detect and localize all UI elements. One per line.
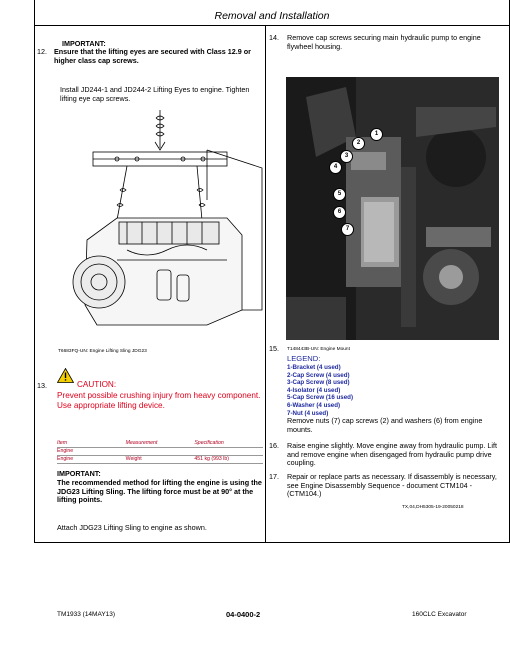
step-15-number: 15. [269, 344, 279, 353]
table-header-cell: Specification [194, 440, 224, 446]
title-rule [34, 25, 510, 26]
document-reference: TX,04,DH5305-19-20050218 [402, 505, 464, 510]
footer-page-number: 04-0400-2 [226, 610, 261, 619]
table-cell: Weight [125, 456, 142, 462]
figure-1-caption: T6683FQ-UN: Engine Lifting Sling JDG23 [58, 349, 147, 354]
step-12-instruction: Install JD244-1 and JD244-2 Lifting Eyes to engine. Tighten lifting eye cap screws. [60, 85, 250, 103]
step-14-number: 14. [269, 33, 279, 42]
step-17-text: Repair or replace parts as necessary. If disassembly is necessary, see Engine Disassembly Sequence - document CTM104 - (CTM104.) [287, 472, 497, 499]
legend-item: 5-Cap Screw (16 used) [287, 394, 354, 402]
step-15-text: Remove nuts (7) cap screws (2) and washers (6) from engine mounts. [287, 416, 483, 434]
table-row [57, 456, 263, 464]
table-cell [194, 448, 263, 455]
step-12-number: 12. [37, 47, 47, 56]
legend-list [287, 364, 353, 417]
warning-triangle-icon [57, 368, 74, 383]
spec-table [57, 440, 263, 464]
table-row [57, 448, 263, 456]
table-header-cell: Measurement [125, 440, 158, 446]
legend-item: 4-Isolator (4 used) [287, 386, 341, 394]
legend-item: 2-Cap Screw (4 used) [287, 371, 350, 379]
callout-5: 5 [333, 188, 346, 201]
section-title: Removal and Installation [214, 10, 330, 22]
legend-title: LEGEND: [287, 354, 321, 363]
callout-7: 7 [341, 223, 354, 236]
engine-mount-photo [286, 77, 499, 340]
step-17-number: 17. [269, 472, 279, 481]
legend-item: 3-Cap Screw (8 used) [287, 379, 350, 387]
table-header-row [57, 440, 263, 448]
table-cell [126, 448, 195, 455]
step-12-important-label: IMPORTANT: [62, 39, 106, 48]
caution-text: Prevent possible crushing injury from heavy component. Use appropriate lifting device. [57, 391, 261, 410]
callout-3: 3 [340, 150, 353, 163]
footer-model: 160CLC Excavator [412, 611, 467, 618]
callout-4: 4 [329, 161, 342, 174]
caution-label: CAUTION: [77, 380, 117, 389]
table-cell: 451 kg (993 lb) [194, 456, 229, 462]
step-13-instruction: Attach JDG23 Lifting Sling to engine as shown. [57, 523, 207, 532]
footer-tm-number: TM1933 (14MAY13) [57, 611, 116, 618]
step-12-important-text: Ensure that the lifting eyes are secured with Class 12.9 or higher class cap screws. [54, 47, 251, 65]
engine-lifting-sling-figure [57, 110, 263, 340]
step-16-text: Raise engine slightly. Move engine away from hydraulic pump. Lift and remove engine when disengaged from hydraulic pump drive coupling. [287, 441, 498, 468]
column-divider [265, 26, 266, 543]
legend-item: 1-Bracket (4 used) [287, 364, 341, 371]
step-14-text: Remove cap screws securing main hydraulic pump to engine flywheel housing. [287, 33, 481, 51]
step-13-number: 13. [37, 381, 47, 390]
step-16-number: 16. [269, 441, 279, 450]
step-13-important-text: The recommended method for lifting the engine is using the JDG23 Lifting Sling. The lifting force must be at 90° at the lifting points. [57, 478, 262, 505]
engine-mount-photo-art [286, 77, 499, 340]
figure-2-caption: T148443B-UN: Engine Mount [287, 347, 350, 352]
step-13-important-label: IMPORTANT: [57, 469, 101, 478]
legend-item: 6-Washer (4 used) [287, 401, 341, 409]
callout-1: 1 [370, 128, 383, 141]
table-cell: Engine [57, 456, 74, 462]
table-header-cell: Item [57, 440, 68, 446]
callout-6: 6 [333, 206, 346, 219]
table-cell: Engine [57, 448, 74, 454]
legend-item: 7-Nut (4 used) [287, 409, 329, 417]
callout-2: 2 [352, 137, 365, 150]
